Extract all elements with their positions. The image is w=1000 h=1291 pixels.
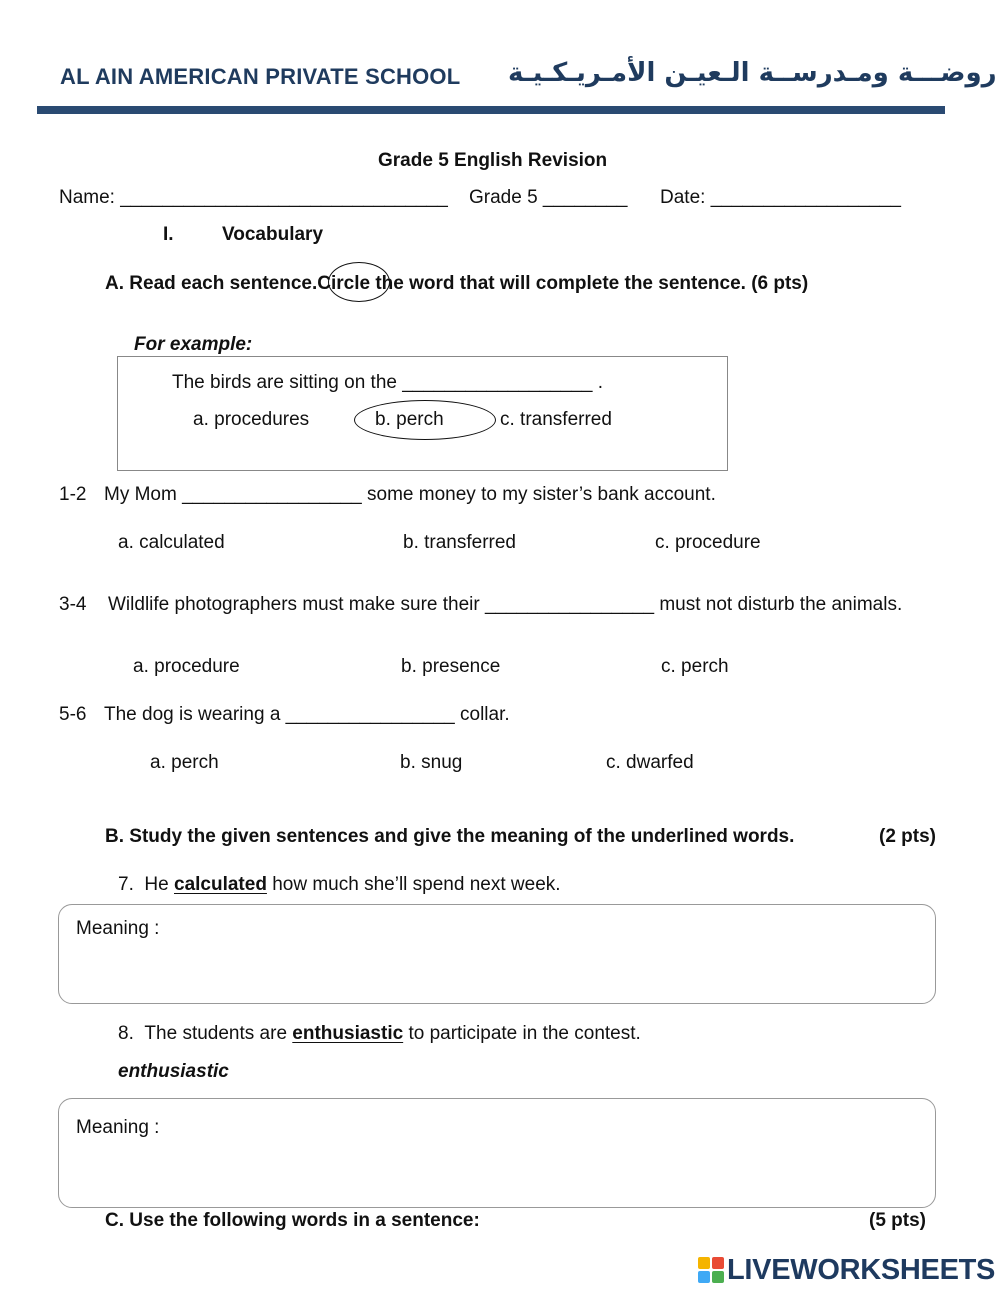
instruction-circle-mark <box>328 262 390 302</box>
meaning-answer-box-8[interactable] <box>58 1098 936 1208</box>
question-text: Wildlife photographers must make sure their ________________ must not disturb the animals. <box>108 594 903 615</box>
option-a[interactable]: a. calculated <box>118 532 225 553</box>
option-b[interactable]: b. presence <box>401 656 501 677</box>
example-label: For example: <box>134 334 253 355</box>
question-7-number: 7. <box>118 874 134 895</box>
meaning-label: Meaning : <box>76 918 160 939</box>
example-option-a: a. procedures <box>193 409 310 430</box>
part-c-instruction: C. Use the following words in a sentence: <box>105 1210 480 1231</box>
question-7 <box>118 874 561 896</box>
grade-field[interactable]: Grade 5 ________ <box>469 187 628 208</box>
option-c[interactable]: c. dwarfed <box>606 752 694 773</box>
school-name-arabic: روضـــة ومـدرســة الـعيـن الأمـريـكـيـة <box>508 58 997 88</box>
liveworksheets-logo-icon <box>698 1257 724 1283</box>
question-7-text-end: how much she’ll spend next week. <box>266 874 561 895</box>
logo-block <box>698 1271 710 1283</box>
part-b-instruction: B. Study the given sentences and give the meaning of the underlined words. <box>105 826 795 847</box>
logo-block <box>712 1271 724 1283</box>
example-sentence: The birds are sitting on the __________________ . <box>172 372 603 393</box>
example-answer-circle <box>354 400 496 440</box>
question-number: 1-2 <box>59 484 87 505</box>
option-b[interactable]: b. snug <box>400 752 463 773</box>
logo-block <box>712 1257 724 1269</box>
option-c[interactable]: c. perch <box>661 656 729 677</box>
option-b[interactable]: b. transferred <box>403 532 516 553</box>
meaning-answer-box-7[interactable] <box>58 904 936 1004</box>
example-option-b: b. perch <box>375 409 444 430</box>
section-numeral: I. <box>163 224 174 245</box>
header-divider <box>37 106 945 114</box>
underlined-word-calculated: calculated <box>174 874 267 895</box>
question-number: 3-4 <box>59 594 87 615</box>
part-a-instruction-end: the word that will complete the sentence. (6 pts) <box>370 273 809 294</box>
example-option-c: c. transferred <box>500 409 612 430</box>
liveworksheets-logo-text: LIVEWORKSHEETS <box>727 1253 996 1286</box>
question-text: My Mom _________________ some money to my sister’s bank account. <box>104 484 716 505</box>
option-a[interactable]: a. procedure <box>133 656 240 677</box>
liveworksheets-logo <box>698 1254 995 1286</box>
option-a[interactable]: a. perch <box>150 752 219 773</box>
question-text: The dog is wearing a ________________ collar. <box>104 704 510 725</box>
question-number: 5-6 <box>59 704 87 725</box>
question-8-number: 8. <box>118 1023 134 1044</box>
name-field[interactable]: Name: _______________________________ <box>59 187 448 208</box>
underlined-word-enthusiastic: enthusiastic <box>292 1023 404 1044</box>
worksheet-title: Grade 5 English Revision <box>378 150 608 171</box>
question-8-text-start: The students are <box>144 1023 293 1044</box>
part-c-points: (5 pts) <box>869 1210 926 1231</box>
part-a-instruction <box>105 273 808 295</box>
question-8-text-end: to participate in the contest. <box>403 1023 641 1044</box>
question-7-text-start: He <box>144 874 174 895</box>
enthusiastic-label: enthusiastic <box>118 1061 229 1082</box>
part-a-instruction-start: A. Read each sentence. <box>105 273 318 294</box>
school-name-english: AL AIN AMERICAN PRIVATE SCHOOL <box>60 64 461 89</box>
question-8 <box>118 1023 641 1045</box>
part-b-points: (2 pts) <box>879 826 936 847</box>
logo-block <box>698 1257 710 1269</box>
circle-word: Circle <box>317 273 371 294</box>
option-c[interactable]: c. procedure <box>655 532 761 553</box>
date-field[interactable]: Date: __________________ <box>660 187 901 208</box>
section-title: Vocabulary <box>222 224 324 245</box>
meaning-label: Meaning : <box>76 1117 160 1138</box>
